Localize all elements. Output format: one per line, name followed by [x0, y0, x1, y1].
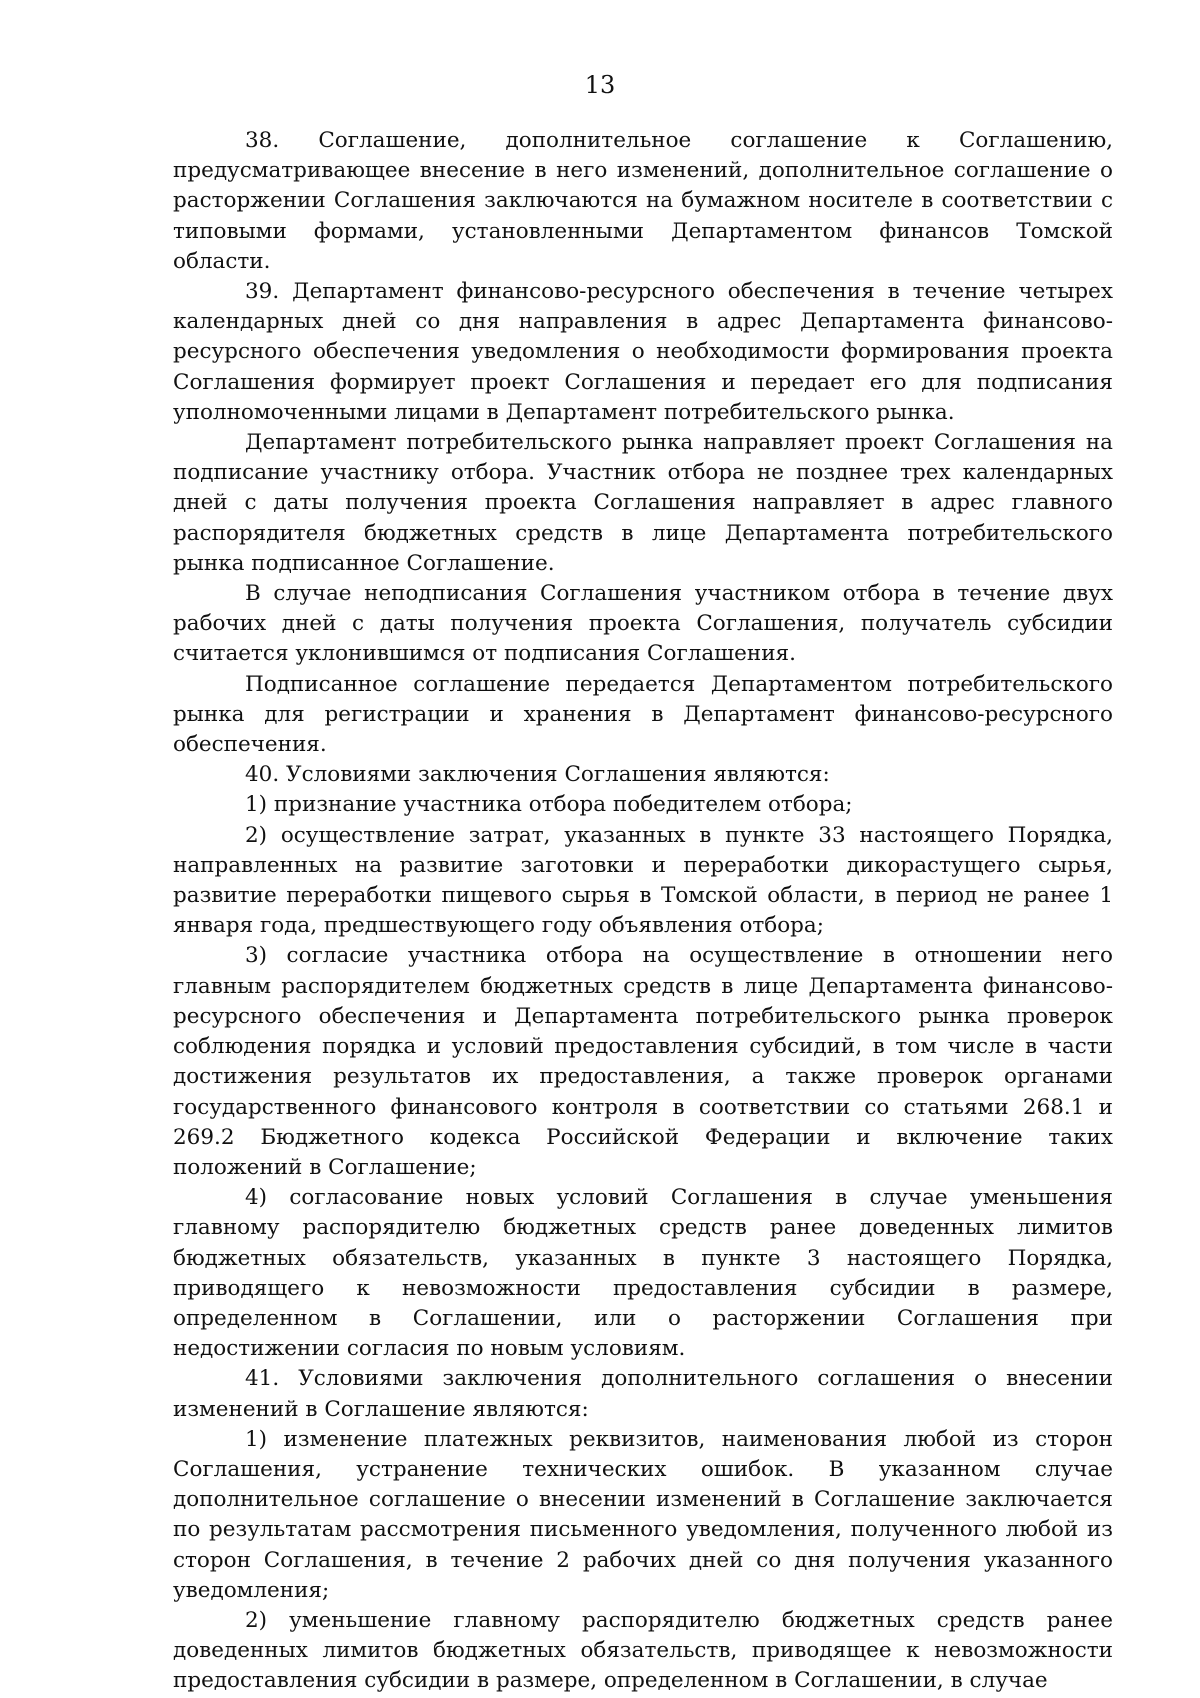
document-body: [173, 126, 1113, 1697]
paragraph-40-item-2: 2) осуществление затрат, указанных в пункте 33 настоящего Порядка, направленных на развитие заготовки и переработки дикорастущего сырья, развитие переработки пищевого сырья в Томской области, в период не ранее 1 января года, предшествующего году объявления отбора;: [173, 822, 1113, 939]
paragraph-40-item-3: 3) согласие участника отбора на осуществление в отношении него главным распорядителем бюджетных средств в лице Департамента финансово-ресурсного обеспечения и Департамента потребительского рынка проверок соблюдения порядка и условий предоставления субсидий, в том числе в части достижения результатов их предоставления, а также проверок органами государственного финансового контроля в соответствии со статьями 268.1 и 269.2 Бюджетного кодекса Российской Федерации и включение таких положений в Соглашение;: [173, 943, 1113, 1180]
paragraph-39-non-signing: В случае неподписания Соглашения участником отбора в течение двух рабочих дней с даты получения проекта Соглашения, получатель субсидии считается уклонившимся от подписания Соглашения.: [173, 581, 1113, 667]
paragraph-39-registration: Подписанное соглашение передается Департаментом потребительского рынка для регистрации и хранения в Департамент финансово-ресурсного обеспечения.: [173, 671, 1113, 758]
paragraph-40-item-4: 4) согласование новых условий Соглашения в случае уменьшения главному распорядителю бюджетных средств ранее доведенных лимитов бюджетных обязательств, указанных в пункте 3 настоящего Порядка, приводящего к невозможности предоставления субсидии в размере, определенном в Соглашении, или о расторжении Соглашения при недостижении согласия по новым условиям.: [173, 1185, 1113, 1362]
paragraph-40: 40. Условиями заключения Соглашения являются:: [245, 762, 830, 788]
paragraph-39: 39. Департамент финансово-ресурсного обеспечения в течение четырех календарных дней со дня направления в адрес Департамента финансово-ресурсного обеспечения уведомления о необходимости формирования проекта Соглашения формирует проект Соглашения и передает его для подписания уполномоченными лицами в Департамент потребительского рынка.: [173, 279, 1113, 425]
paragraph-41-item-2: 2) уменьшение главному распорядителю бюджетных средств ранее доведенных лимитов бюджетных обязательств, приводящее к невозможности предоставления субсидии в размере, определенном в Соглашении, в случае: [173, 1607, 1113, 1694]
paragraph-39-consumer-market: Департамент потребительского рынка направляет проект Соглашения на подписание участнику отбора. Участник отбора не позднее трех календарных дней с даты получения проекта Соглашения направляет в адрес главного распорядителя бюджетных средств в лице Департамента потребительского рынка подписанное Соглашение.: [173, 430, 1113, 576]
page-number: 13: [584, 71, 616, 99]
paragraph-41-item-1: 1) изменение платежных реквизитов, наименования любой из сторон Соглашения, устранение технических ошибок. В указанном случае дополнительное соглашение о внесении изменений в Соглашение заключается по результатам рассмотрения письменного уведомления, полученного любой из сторон Соглашения, в течение 2 рабочих дней со дня получения указанного уведомления;: [173, 1426, 1113, 1603]
paragraph-41: 41. Условиями заключения дополнительного соглашения о внесении изменений в Соглашение являются:: [173, 1366, 1113, 1422]
paragraph-38: 38. Соглашение, дополнительное соглашение к Соглашению, предусматривающее внесение в него изменений, дополнительное соглашение о расторжении Соглашения заключаются на бумажном носителе в соответствии с типовыми формами, установленными Департаментом финансов Томской области.: [173, 128, 1113, 274]
paragraph-40-item-1: 1) признание участника отбора победителем отбора;: [245, 792, 853, 818]
